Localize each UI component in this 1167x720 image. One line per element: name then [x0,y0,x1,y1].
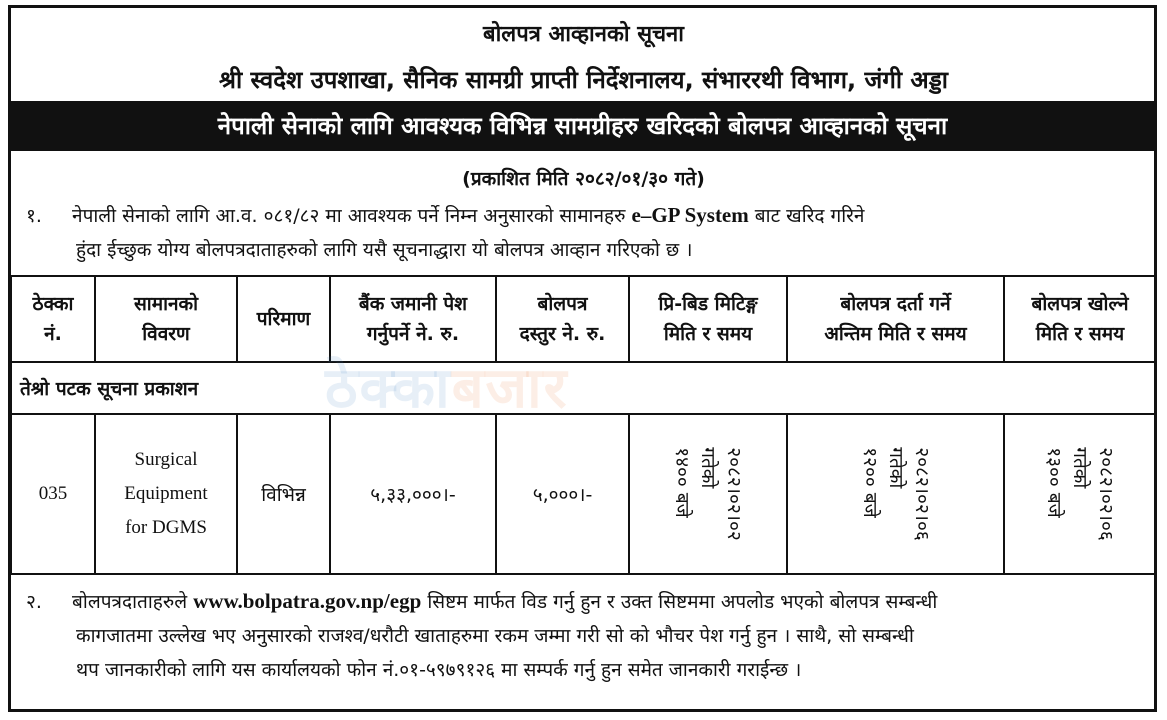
paragraph-2-text-b: सिष्टम मार्फत विड गर्नु हुन र उक्त सिष्टममा अपलोड भएको बोलपत्र सम्बन्धी [427,591,938,613]
header-contract-no: ठेक्का नं. [11,276,95,362]
table-note-row [11,362,1156,414]
notice-title: बोलपत्र आव्हानको सूचना [483,22,684,47]
table-row [11,414,1156,574]
third-publication-note: तेश्रो पटक सूचना प्रकाशन [11,362,1156,414]
cell-tender-fee: ५,०००।- [496,414,629,574]
paragraph-1-line-1 [26,198,1146,233]
paragraph-2-text-a: बोलपत्रदाताहरुले [72,591,188,613]
cell-bank-guarantee: ५,३३,०००।- [330,414,496,574]
paragraph-1-number: १. [26,205,42,227]
header-tender-fee: बोलपत्र दस्तुर ने. रु. [496,276,629,362]
header-prebid-meeting: प्रि-बिड मिटिङ्ग मिति र समय [629,276,787,362]
office-name: श्री स्वदेश उपशाखा, सैनिक सामग्री प्राप्ती निर्देशनालय, संभाररथी विभाग, जंगी अड्डा [218,66,948,94]
egp-system-label: e–GP System [631,203,749,227]
cell-contract-no: 035 [11,414,95,574]
paragraph-1-text-b: बाट खरिद गरिने [754,205,865,227]
paragraph-1 [26,198,1146,267]
watermark: ठेक्काबजार [325,356,569,421]
paragraph-1-line-2: हुंदा ईच्छुक योग्य बोलपत्रदाताहरुको लागि यसै सूचनाद्धारा यो बोलपत्र आव्हान गरिएको छ । [76,239,693,261]
header-bank-guarantee: बैंक जमानी पेश गर्नुपर्ने ने. रु. [330,276,496,362]
paragraph-2-line-3: थप जानकारीको लागि यस कार्यालयको फोन नं.०१-५९७९१२६ मा सम्पर्क गर्नु हुन समेत जानकारी गराईन्छ । [76,659,802,681]
cell-item-description: Surgical Equipment for DGMS [95,414,237,574]
paragraph-1-text-a: नेपाली सेनाको लागि आ.व. ०८१/८२ मा आवश्यक पर्ने निम्न अनुसारको सामानहरु [72,205,626,227]
cell-registration-deadline: २०८२।०२।०६ गतेको १२०० बजे [787,414,1004,574]
paragraph-2-line-1 [26,584,1146,619]
paragraph-2 [26,584,1146,687]
header-opening-date: बोलपत्र खोल्ने मिति र समय [1004,276,1156,362]
header-registration-deadline: बोलपत्र दर्ता गर्ने अन्तिम मिति र समय [787,276,1004,362]
bolpatra-url-link[interactable]: www.bolpatra.gov.np/egp [193,589,422,613]
published-date: (प्रकाशित मिति २०८२/०१/३० गते) [462,168,705,190]
cell-quantity: विभिन्न [237,414,330,574]
paragraph-2-line-2: कागजातमा उल्लेख भए अनुसारको राजश्व/धरौटी खाताहरुमा रकम जम्मा गरी सो को भौचर पेश गर्नु हुन । साथै, सो सम्बन्धी [76,625,914,647]
banner-heading: नेपाली सेनाको लागि आवश्यक विभिन्न सामग्रीहरु खरिदको बोलपत्र आव्हानको सूचना [10,101,1155,151]
cell-opening-date: २०८२।०२।०६ गतेको १३०० बजे [1004,414,1156,574]
header-quantity: परिमाण [237,276,330,362]
header-item-description: सामानको विवरण [95,276,237,362]
cell-prebid-meeting: २०८२।०२।०२ गतेको १४०० बजे [629,414,787,574]
paragraph-2-number: २. [26,591,42,613]
table-header-row [11,276,1156,362]
tender-table [10,275,1157,575]
